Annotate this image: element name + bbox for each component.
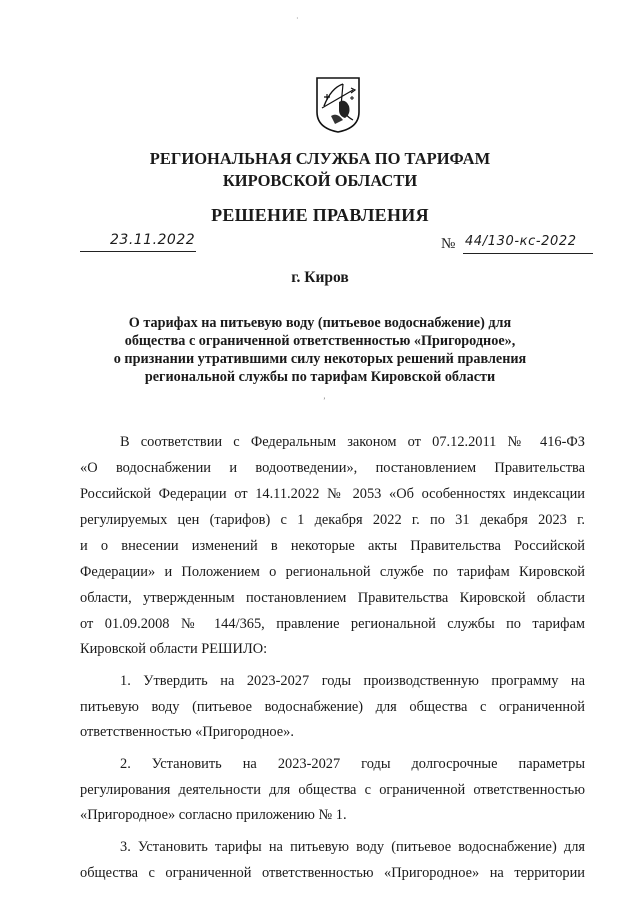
preamble-line: регулируемых цен (тарифов) с 1 декабря 2022 г. по 31 декабря 2023 г. <box>80 512 585 528</box>
item-3-line: общества с ограниченной ответственностью «Пригородное» на территории <box>80 865 585 881</box>
subject-line: региональной службы по тарифам Кировской области <box>144 369 496 385</box>
item-3-line: 3. Установить тарифы на питьевую воду (питьевое водоснабжение) для <box>120 839 585 855</box>
agency-name-line1: РЕГИОНАЛЬНАЯ СЛУЖБА ПО ТАРИФАМ <box>149 149 491 168</box>
preamble-line: Федерации» и Положением о региональной службе по тарифам Кировской <box>80 564 585 580</box>
preamble-line: Российской Федерации от 14.11.2022 № 2053 «Об особенностях индексации <box>80 486 585 502</box>
item-2-line: «Пригородное» согласно приложению № 1. <box>80 807 347 823</box>
item-1-line: питьевую воду (питьевое водоснабжение) для общества с ограниченной <box>80 699 585 715</box>
number-sign: № <box>441 236 456 252</box>
city-name: г. Киров <box>291 269 349 286</box>
handwritten-date: 23.11.2022 <box>110 232 196 248</box>
handwritten-number: 44/130-кс-2022 <box>465 234 577 249</box>
coat-of-arms-icon <box>315 76 361 134</box>
document-date <box>80 234 196 254</box>
agency-name-line2: КИРОВСКОЙ ОБЛАСТИ <box>222 171 418 190</box>
preamble-line: «О водоснабжении и водоотведении», постановлением Правительства <box>80 460 585 476</box>
scan-artifact: · <box>296 14 299 23</box>
subject-line: О тарифах на питьевую воду (питьевое водоснабжение) для <box>128 315 512 331</box>
preamble-line: и о внесении изменений в некоторые акты Правительства Российской <box>80 538 585 554</box>
item-1-line: 1. Утвердить на 2023-2027 годы производственную программу на <box>120 673 585 689</box>
preamble-line: Кировской области РЕШИЛО: <box>80 641 268 657</box>
preamble-line: области, утвержденным постановлением Правительства Кировской области <box>80 590 585 606</box>
item-2-line: регулирования деятельности для общества с ограниченной ответственностью <box>80 782 585 798</box>
item-2-line: 2. Установить на 2023-2027 годы долгосрочные параметры <box>120 756 585 772</box>
subject-line: общества с ограниченной ответственностью «Пригородное», <box>124 333 516 349</box>
preamble-line: от 01.09.2008 № 144/365, правление региональной службы по тарифам <box>80 616 585 632</box>
preamble-line: В соответствии с Федеральным законом от 07.12.2011 № 416-ФЗ <box>120 434 585 450</box>
date-underline <box>80 251 196 252</box>
item-1-line: ответственностью «Пригородное». <box>80 724 294 740</box>
document-type-title: РЕШЕНИЕ ПРАВЛЕНИЯ <box>211 205 429 225</box>
subject-line: о признании утратившими силу некоторых решений правления <box>113 351 527 367</box>
scan-artifact: ’ <box>323 396 326 405</box>
number-underline <box>463 253 593 254</box>
document-number <box>441 234 593 256</box>
